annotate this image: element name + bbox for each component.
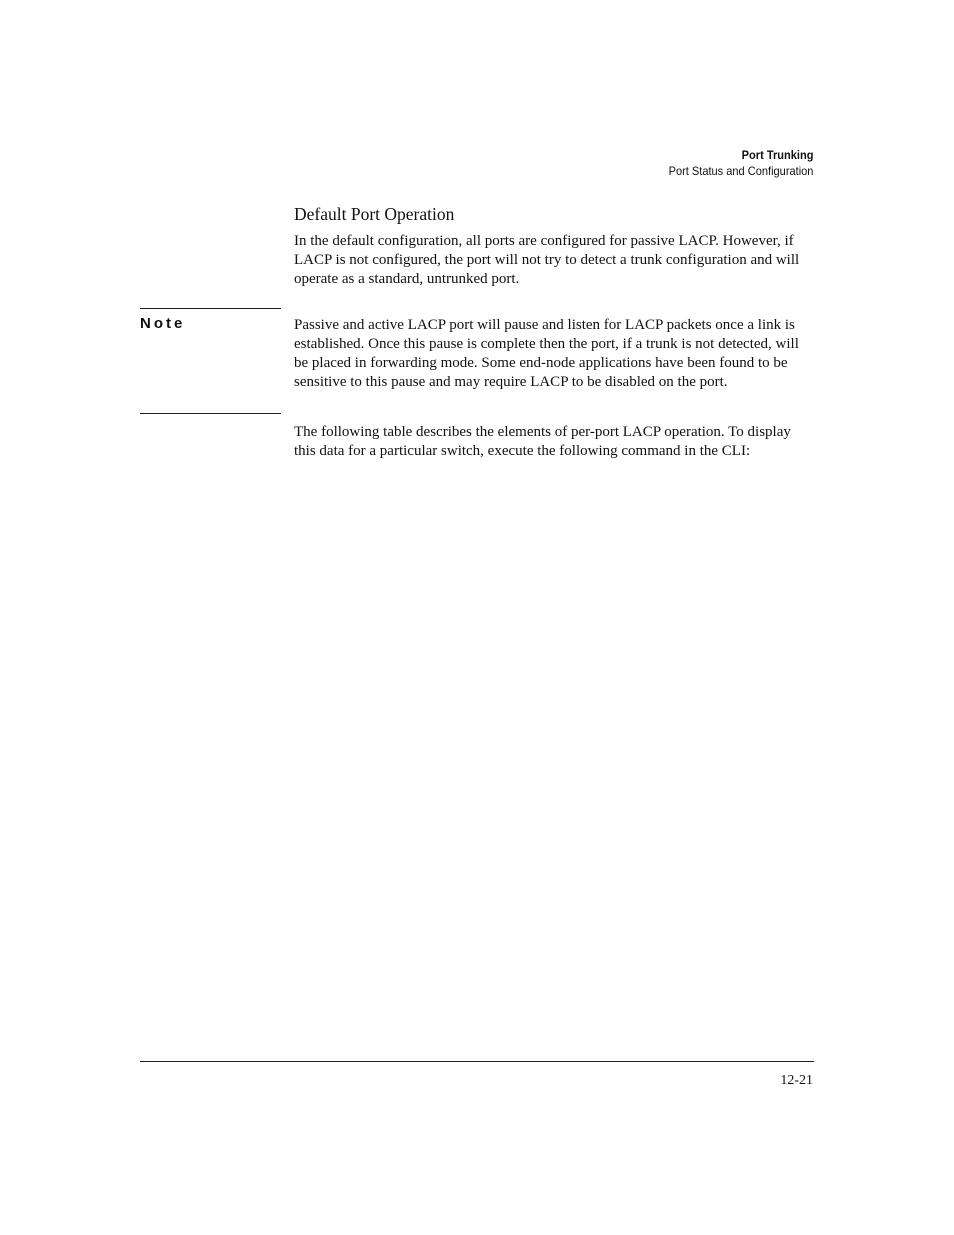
table-intro-paragraph: The following table describes the elements of per-port LACP operation. To display this data for a particular switch, execute the following command in the CLI: [294,424,791,459]
section-title: Default Port Operation [294,204,455,224]
note-bottom-divider [140,413,281,414]
running-header [668,147,813,179]
footer-divider [140,1061,814,1062]
page-number: 12-21 [780,1073,813,1088]
header-chapter-title: Port Trunking [741,148,813,162]
intro-paragraph: In the default configuration, all ports are configured for passive LACP. However, if LACP is not configured, the port will not try to detect a trunk configuration and will operate as a standard, untrunked port. [294,233,800,287]
header-section-title: Port Status and Configuration [668,164,813,178]
note-paragraph: Passive and active LACP port will pause and listen for LACP packets once a link is established. Once this pause is complete then the port, if a trunk is not detected, will be placed in forwarding mode. Some end-node applications have been found to be sensitive to this pause and may require LACP to be disabled on the port. [294,317,799,390]
note-label: Note [140,315,186,332]
note-top-divider [140,308,281,309]
